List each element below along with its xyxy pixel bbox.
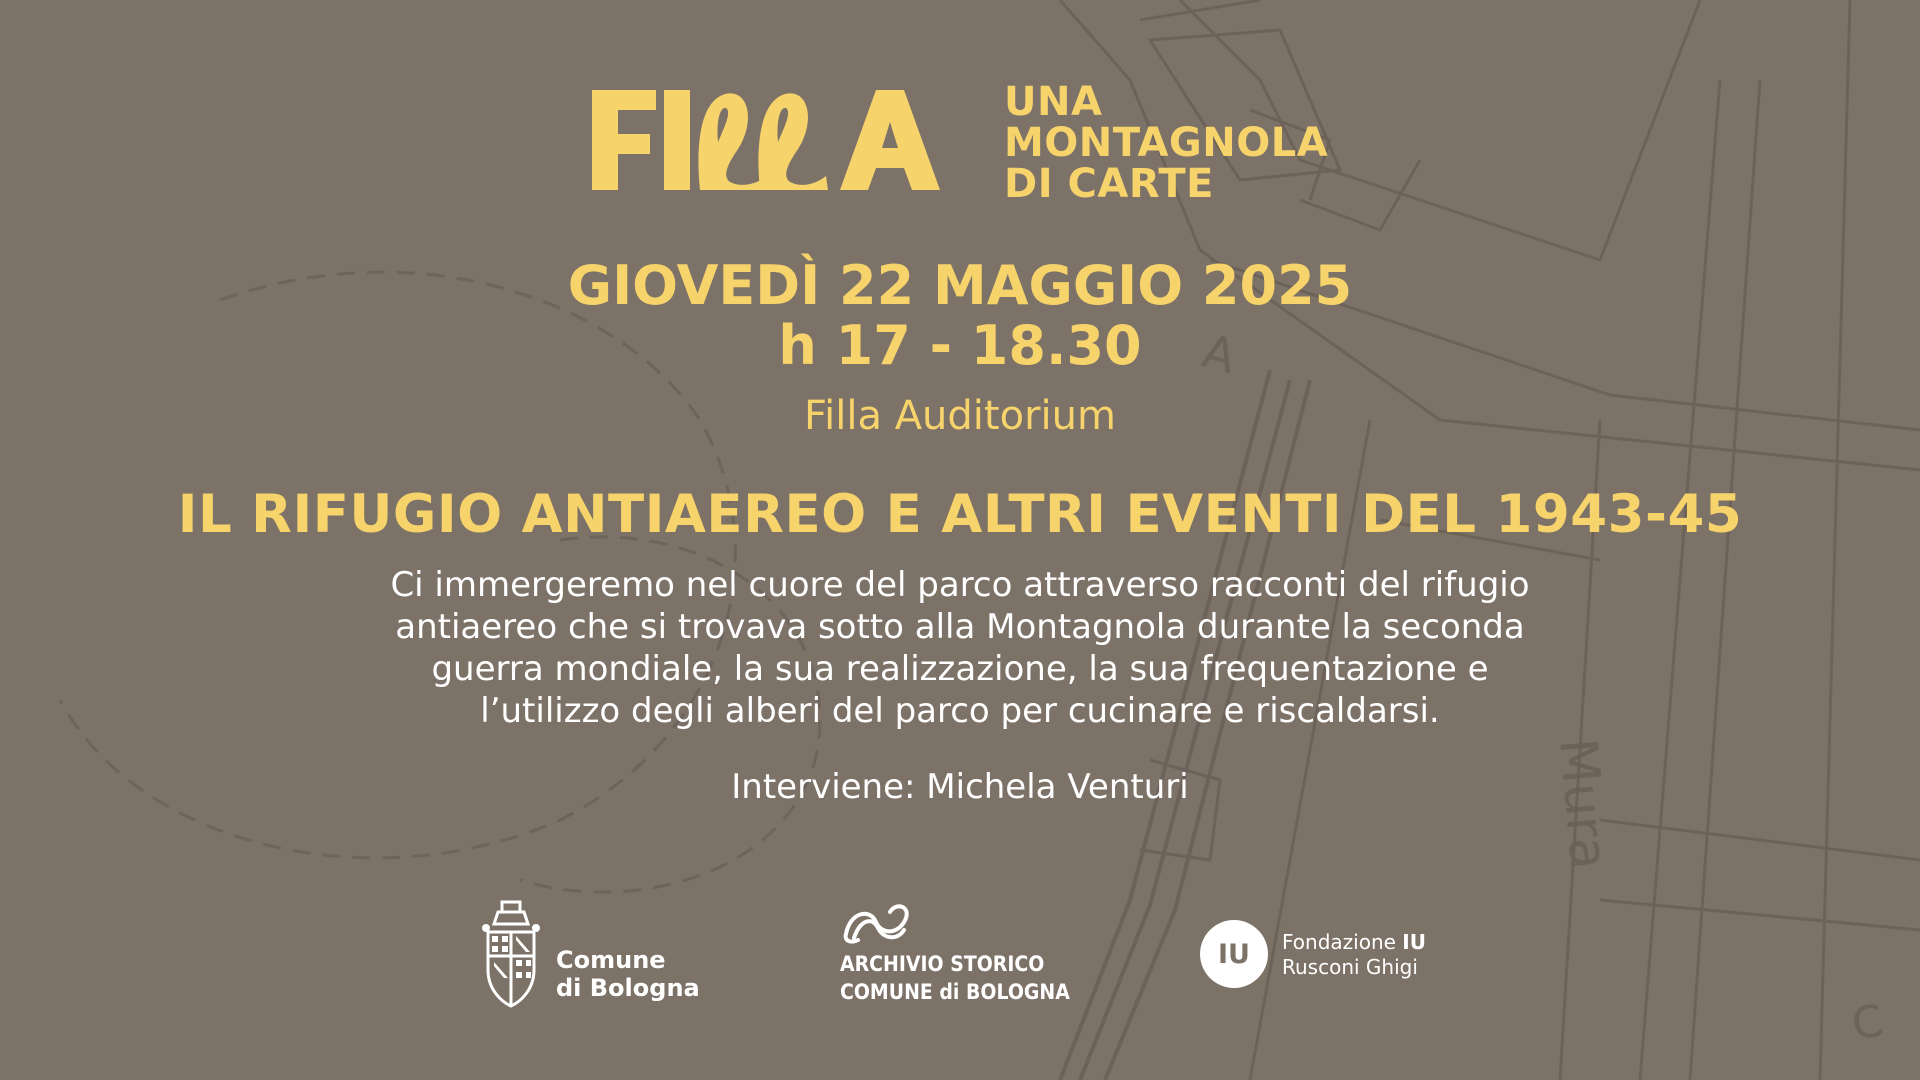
archivio-line-2: COMUNE di BOLOGNA	[840, 980, 1070, 1004]
archivio-knot-icon	[840, 900, 914, 946]
map-label-a: A	[1197, 323, 1242, 384]
event-description	[0, 564, 1920, 732]
fondazione-iu-badge	[1200, 920, 1268, 988]
description-line: guerra mondiale, la sua realizzazione, la sua frequentazione e	[431, 649, 1489, 689]
event-venue: Filla Auditorium	[804, 393, 1116, 439]
description-line: l’utilizzo degli alberi del parco per cucinare e riscaldarsi.	[480, 691, 1440, 731]
tagline	[1004, 79, 1329, 207]
fondazione-line-2: Rusconi Ghigi	[1282, 955, 1418, 979]
fondazione-bold: IU	[1402, 930, 1426, 954]
tagline-line-3: DI CARTE	[1004, 161, 1214, 207]
description-line: antiaereo che si trovava sotto alla Montagnola durante la seconda	[395, 607, 1525, 647]
archivio-name	[840, 950, 1070, 1006]
fondazione-iu-badge-text: IU	[1218, 938, 1250, 970]
event-title: IL RIFUGIO ANTIAEREO E ALTRI EVENTI DEL 1943-45	[177, 484, 1743, 545]
tagline-line-1: UNA	[1004, 79, 1103, 125]
description-line: Ci immergeremo nel cuore del parco attraverso racconti del rifugio	[390, 565, 1530, 605]
fondazione-line-1	[1282, 930, 1426, 955]
comune-crest-icon	[480, 898, 542, 1010]
fondazione-name	[1282, 930, 1426, 980]
map-label-c: C	[1848, 995, 1888, 1051]
fondazione-prefix: Fondazione	[1282, 930, 1403, 954]
archivio-line-1: ARCHIVIO STORICO	[840, 952, 1045, 976]
map-label-mura: Mura	[1547, 735, 1619, 872]
speaker: Interviene: Michela Venturi	[731, 767, 1189, 807]
tagline-line-2: MONTAGNOLA	[1004, 120, 1329, 166]
event-time: h 17 - 18.30	[778, 314, 1142, 377]
comune-name	[556, 946, 700, 1002]
event-date: GIOVEDÌ 22 MAGGIO 2025	[567, 254, 1353, 317]
filla-logo	[590, 72, 950, 202]
comune-line-2: di Bologna	[556, 974, 700, 1002]
comune-line-1: Comune	[556, 946, 666, 974]
